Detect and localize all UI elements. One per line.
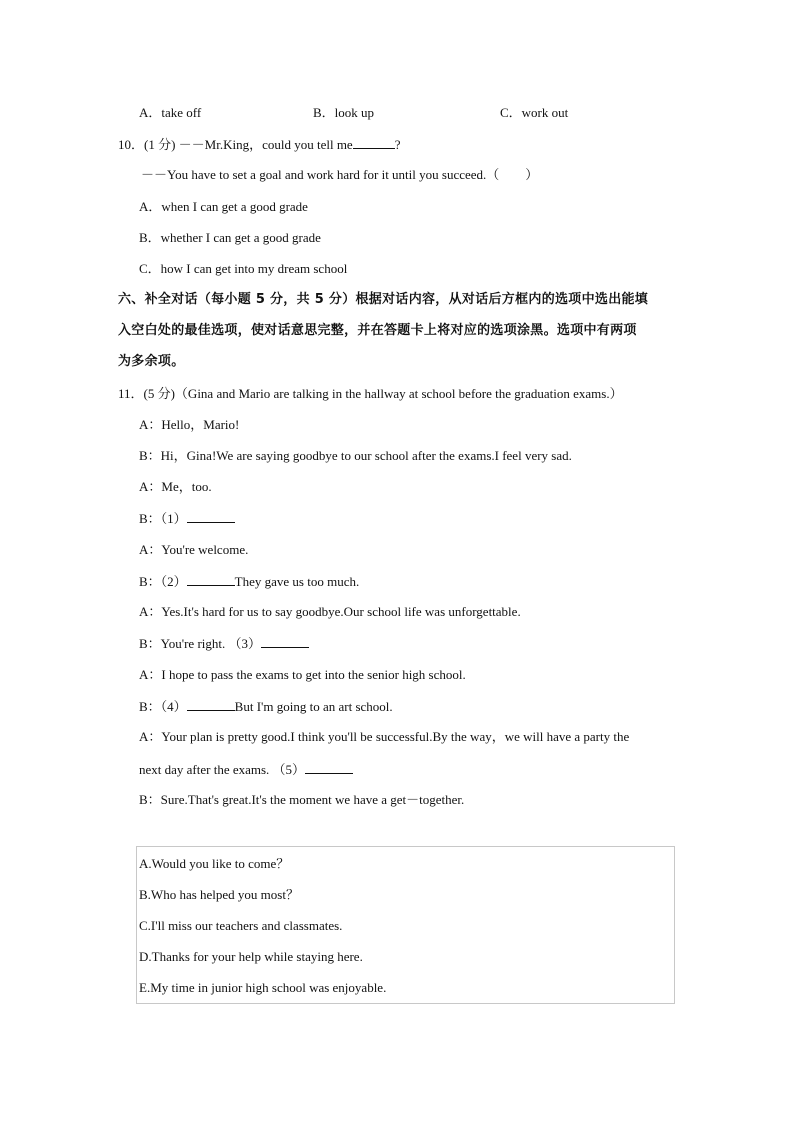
q10-option-b: B．whether I can get a good grade: [139, 230, 321, 245]
q10-option-a: A．when I can get a good grade: [139, 199, 308, 214]
dialogue-line-4: [139, 510, 235, 527]
dialogue-line-12-text: next day after the exams. （5）: [139, 762, 306, 777]
box-option-a: A.Would you like to come？: [139, 856, 290, 871]
dialogue-line-2: B：Hi，Gina!We are saying goodbye to our school after the exams.I feel very sad.: [139, 448, 572, 463]
box-option-d: D.Thanks for your help while staying here.: [139, 949, 363, 964]
dialogue-line-3: A：Me，too.: [139, 479, 212, 494]
dialogue-line-7: A：Yes.It's hard for us to say goodbye.Our school life was unforgettable.: [139, 604, 521, 619]
dialogue-line-10-post: But I'm going to an art school.: [234, 699, 393, 714]
dialogue-line-12: [139, 761, 353, 778]
dialogue-line-1: A：Hello，Mario!: [139, 417, 240, 432]
dialogue-line-8-text: B：You're right. （3）: [139, 636, 262, 651]
box-option-e: E.My time in junior high school was enjoyable.: [139, 980, 387, 995]
dialogue-line-4-text: B：（1）: [139, 511, 187, 526]
dialogue-line-10-pre: B：（4）: [139, 699, 187, 714]
q10-stem: [118, 136, 400, 153]
dialogue-line-6: [139, 573, 359, 590]
dialogue-line-8: [139, 635, 309, 652]
dialogue-line-9: A：I hope to pass the exams to get into the senior high school.: [139, 667, 466, 682]
dialogue-line-10: [139, 698, 393, 715]
answer-options-box: [136, 846, 675, 1004]
q9-option-b: B．look up: [313, 105, 375, 120]
dialogue-line-13: B：Sure.That's great.It's the moment we have a get－together.: [139, 792, 465, 807]
q10-stem-end: ?: [394, 137, 401, 152]
section6-instruction-line1: 六、补全对话（每小题 5 分，共 5 分）根据对话内容，从对话后方框内的选项中选出能填: [118, 292, 649, 307]
dialogue-line-6-pre: B：（2）: [139, 574, 187, 589]
q9-option-a: A．take off: [139, 105, 202, 120]
q10-option-c: C．how I can get into my dream school: [139, 261, 348, 276]
dialogue-line-6-post: They gave us too much.: [234, 574, 360, 589]
answer-blank-2: [187, 573, 235, 586]
dialogue-line-5: A：You're welcome.: [139, 542, 249, 557]
section6-instruction-line2: 入空白处的最佳选项，使对话意思完整，并在答题卡上将对应的选项涂黑。选项中有两项: [118, 323, 637, 338]
dialogue-line-11: A：Your plan is pretty good.I think you'll be successful.By the way，we will have a party the: [139, 729, 630, 744]
q10-blank: [353, 136, 395, 149]
answer-blank-1: [187, 510, 235, 523]
answer-blank-4: [187, 698, 235, 711]
q9-option-c: C．work out: [500, 105, 569, 120]
q11-intro: 11．(5 分)（Gina and Mario are talking in the hallway at school before the graduation exams.）: [118, 386, 623, 401]
section6-instruction-line3: 为多余项。: [118, 354, 185, 369]
answer-blank-3: [261, 635, 309, 648]
box-option-c: C.I'll miss our teachers and classmates.: [139, 918, 343, 933]
box-option-b: B.Who has helped you most？: [139, 887, 299, 902]
answer-blank-5: [305, 761, 353, 774]
q10-answer-line: －－You have to set a goal and work hard for it until you succeed.（ ）: [141, 167, 539, 182]
q10-stem-start: 10．(1 分) －－Mr.King，could you tell me: [118, 137, 353, 152]
